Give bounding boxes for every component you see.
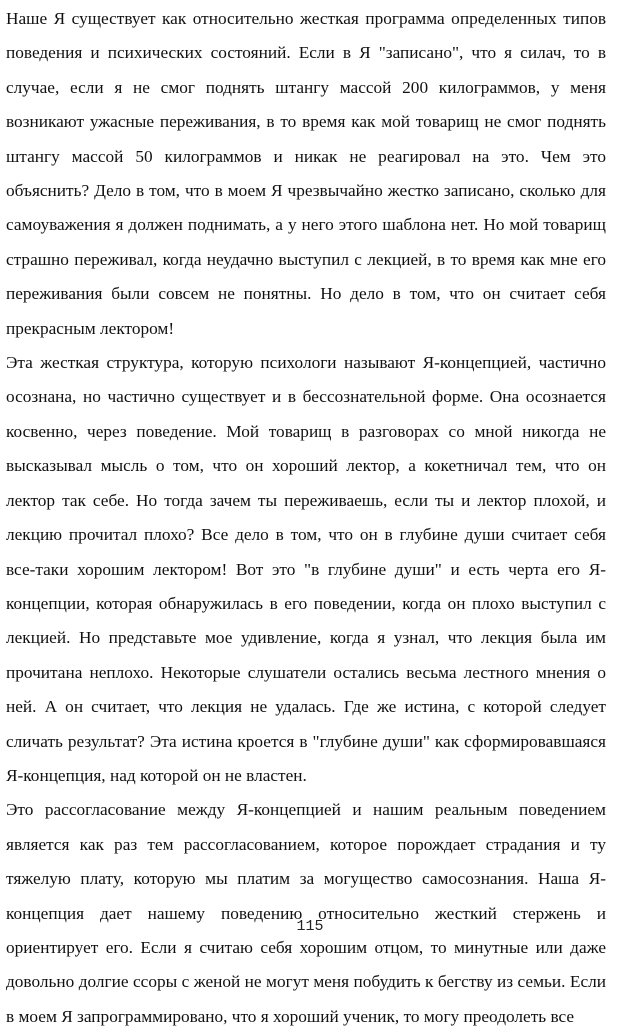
text-line: объяснить? Дело в том, что в моем Я чрезвычайно жестко записано, сколько для [6,181,606,201]
text-line: концепции, которая обнаружилась в его поведении, когда он плохо выступил с [6,593,606,613]
page-number: 115 [296,918,324,935]
text-line: поведения и психических состояний. Если в Я "записано", что я силач, то в [6,43,606,63]
text-line: является как раз тем рассогласованием, которое порождает страдания и ту [6,834,606,854]
text-line: концепция дает нашему поведению относительно жесткий стержень и [6,903,606,923]
paragraph-2 [6,346,606,793]
text-line: возникают ужасные переживания, в то время как мой товарищ не смог поднять [6,112,606,132]
text-line: Эта жесткая структура, которую психологи называют Я-концепцией, частично [6,353,606,373]
text-line: Это рассогласование между Я-концепцией и нашим реальным поведением [6,800,606,820]
text-line: косвенно, через поведение. Мой товарищ в разговорах со мной никогда не [6,421,606,441]
text-body [6,2,606,1034]
text-line: ориентирует его. Если я считаю себя хорошим отцом, то минутные или даже [6,937,606,957]
paragraph-3 [6,793,606,1034]
text-line: Я-концепция, над которой он не властен. [6,765,307,785]
text-line: довольно долгие ссоры с женой не могут меня побудить к бегству из семьи. Если [6,972,606,992]
text-line: лекцию прочитал плохо? Все дело в том, что он в глубине души считает себя [6,525,606,545]
text-line: самоуважения я должен поднимать, а у него этого шаблона нет. Но мой товарищ [6,215,606,235]
text-line: страшно переживал, когда неудачно выступил с лекцией, в то время как мне его [6,249,606,269]
text-line: высказывал мысль о том, что он хороший лектор, а кокетничал тем, что он [6,456,606,476]
text-line: в моем Я запрограммировано, что я хороший ученик, то могу преодолеть все [6,1006,575,1026]
text-line: все-таки хорошим лектором! Вот это "в глубине души" и есть черта его Я- [6,559,606,579]
text-line: тяжелую плату, которую мы платим за могущество самосознания. Наша Я- [6,869,606,889]
text-line: прочитана неплохо. Некоторые слушатели остались весьма лестного мнения о [6,662,606,682]
text-line: сличать результат? Эта истина кроется в "глубине души" как сформировавшаяся [6,731,606,751]
text-line: ней. А он считает, что лекция не удалась. Где же истина, с которой следует [6,697,606,717]
text-line: прекрасным лектором! [6,318,175,338]
text-line: штангу массой 50 килограммов и никак не реагировал на это. Чем это [6,146,606,166]
text-line: лекцией. Но представьте мое удивление, когда я узнал, что лекция была им [6,628,606,648]
text-line: лектор так себе. Но тогда зачем ты переживаешь, если ты и лектор плохой, и [6,490,606,510]
text-line: осознана, но частично существует и в бессознательной форме. Она осознается [6,387,606,407]
paragraph-1 [6,2,606,346]
text-line: Наше Я существует как относительно жесткая программа определенных типов [6,9,606,28]
text-line: случае, если я не смог поднять штангу массой 200 килограммов, у меня [6,77,606,97]
text-line: переживания были совсем не понятны. Но дело в том, что он считает себя [6,284,606,304]
